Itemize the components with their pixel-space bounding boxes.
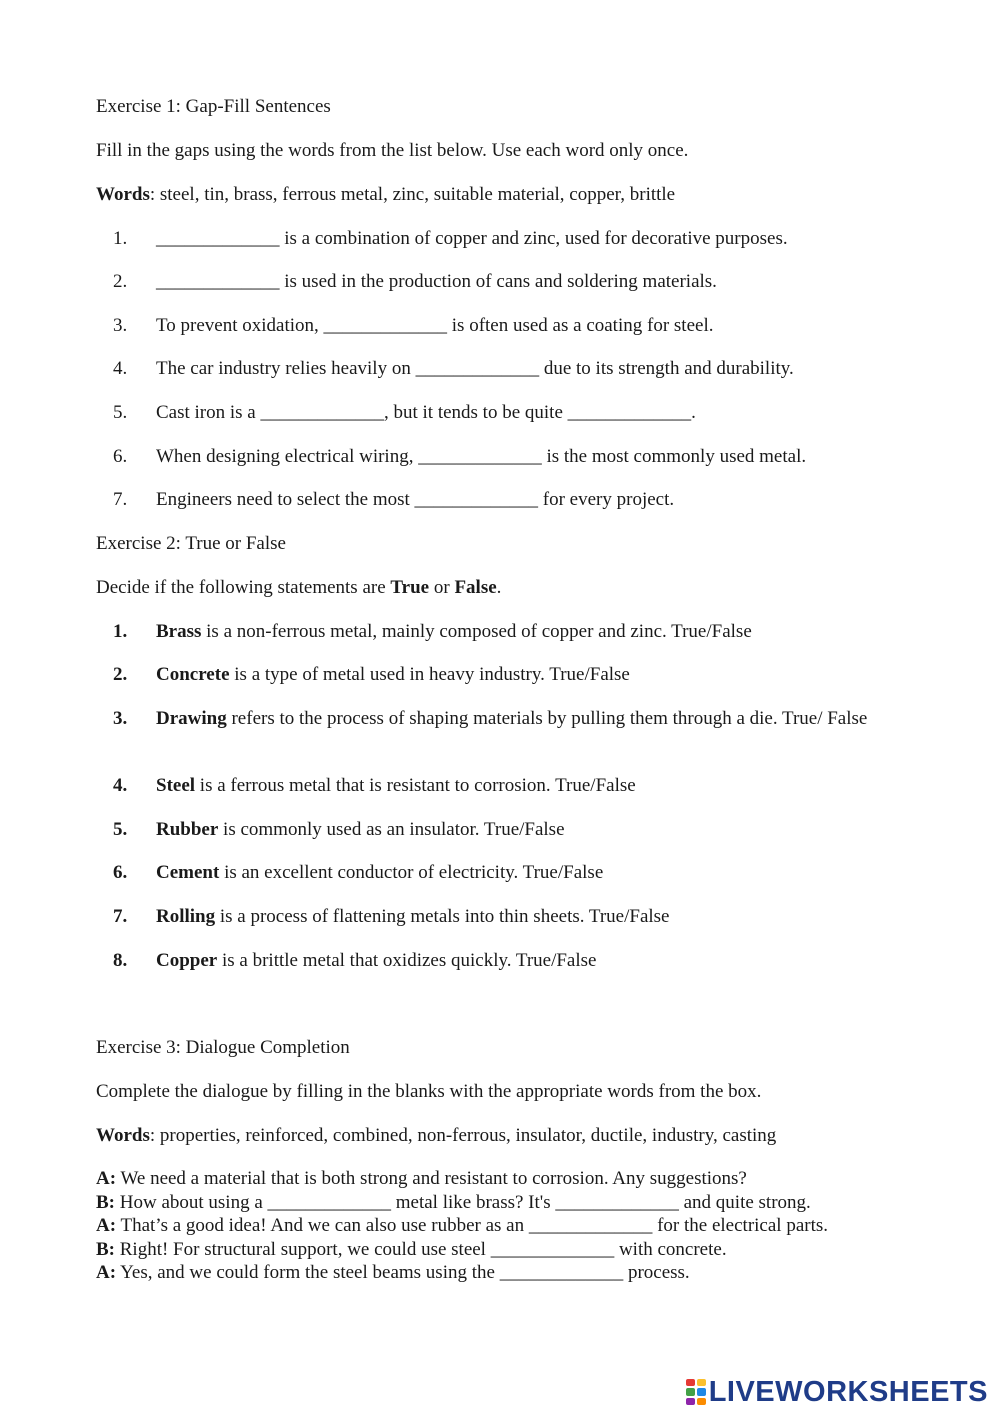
statement-term: Rolling	[156, 906, 216, 927]
item-number: 4.	[113, 775, 128, 796]
speaker-label: A:	[96, 1168, 117, 1189]
words-list: : properties, reinforced, combined, non-ferrous, insulator, ductile, industry, casting	[149, 1125, 777, 1146]
gap-fill-sentence: When designing electrical wiring, _____________ is the most commonly used metal.	[156, 446, 807, 467]
item-number: 7.	[113, 489, 128, 510]
gap-fill-sentence: To prevent oxidation, _____________ is often used as a coating for steel.	[156, 315, 714, 336]
statement-text: is a type of metal used in heavy industry. True/False	[229, 664, 630, 685]
item-number: 5.	[113, 819, 128, 840]
item-number: 3.	[113, 708, 128, 729]
item-number: 6.	[113, 862, 128, 883]
item-number: 1.	[113, 228, 128, 249]
item-number: 6.	[113, 446, 128, 467]
liveworksheets-logo[interactable]	[686, 1376, 988, 1408]
dialogue-text: Yes, and we could form the steel beams using the _____________ process.	[116, 1262, 690, 1283]
true-false-statement	[156, 708, 876, 730]
dialogue-text: Right! For structural support, we could use steel _____________ with concrete.	[115, 1239, 727, 1260]
true-keyword: True	[390, 577, 430, 598]
true-false-statement	[156, 862, 603, 884]
gap-fill-sentence: _____________ is used in the production of cans and soldering materials.	[156, 271, 717, 292]
true-false-statement	[156, 775, 636, 797]
statement-term: Concrete	[156, 664, 230, 685]
speaker-label: A:	[96, 1262, 117, 1283]
dialogue-line	[96, 1262, 690, 1284]
logo-text: LIVEWORKSHEETS	[708, 1375, 988, 1408]
exercise-2-title: Exercise 2: True or False	[96, 533, 286, 554]
logo-icon	[686, 1379, 706, 1405]
speaker-label: B:	[96, 1239, 115, 1260]
exercise-3-instruction: Complete the dialogue by filling in the blanks with the appropriate words from the box.	[96, 1081, 762, 1102]
item-number: 2.	[113, 271, 128, 292]
false-keyword: False	[454, 577, 497, 598]
dialogue-text: How about using a _____________ metal like brass? It's _____________ and quite strong.	[115, 1192, 811, 1213]
statement-text: is commonly used as an insulator. True/False	[218, 819, 565, 840]
instruction-text: or	[429, 577, 455, 598]
statement-term: Brass	[156, 621, 202, 642]
true-false-statement	[156, 664, 630, 686]
words-label: Words	[96, 184, 150, 205]
dialogue-text: We need a material that is both strong and resistant to corrosion. Any suggestions?	[116, 1168, 747, 1189]
exercise-1-word-list	[96, 184, 675, 206]
statement-term: Copper	[156, 950, 218, 971]
statement-term: Rubber	[156, 819, 219, 840]
exercise-3-word-list	[96, 1125, 776, 1147]
dialogue-line	[96, 1239, 727, 1261]
statement-text: refers to the process of shaping materials by pulling them through a die. True/ False	[226, 708, 868, 729]
true-false-statement	[156, 950, 596, 972]
dialogue-line	[96, 1168, 747, 1190]
gap-fill-sentence: Engineers need to select the most _____________ for every project.	[156, 489, 675, 510]
item-number: 8.	[113, 950, 128, 971]
gap-fill-sentence: _____________ is a combination of copper and zinc, used for decorative purposes.	[156, 228, 788, 249]
exercise-1-title: Exercise 1: Gap-Fill Sentences	[96, 96, 331, 117]
true-false-statement	[156, 621, 752, 643]
exercise-3-title: Exercise 3: Dialogue Completion	[96, 1037, 350, 1058]
instruction-text: Decide if the following statements are	[96, 577, 391, 598]
statement-term: Steel	[156, 775, 196, 796]
true-false-statement	[156, 819, 565, 841]
speaker-label: B:	[96, 1192, 115, 1213]
statement-term: Cement	[156, 862, 220, 883]
true-false-statement	[156, 906, 669, 928]
item-number: 2.	[113, 664, 128, 685]
instruction-text: .	[496, 577, 502, 598]
dialogue-line	[96, 1215, 828, 1237]
exercise-1-instruction: Fill in the gaps using the words from the list below. Use each word only once.	[96, 140, 689, 161]
statement-term: Drawing	[156, 708, 227, 729]
statement-text: is a ferrous metal that is resistant to corrosion. True/False	[195, 775, 636, 796]
gap-fill-sentence: The car industry relies heavily on _____________ due to its strength and durability.	[156, 358, 794, 379]
item-number: 7.	[113, 906, 128, 927]
item-number: 3.	[113, 315, 128, 336]
statement-text: is a brittle metal that oxidizes quickly. True/False	[217, 950, 597, 971]
words-list: : steel, tin, brass, ferrous metal, zinc, suitable material, copper, brittle	[149, 184, 676, 205]
statement-text: is a process of flattening metals into thin sheets. True/False	[215, 906, 670, 927]
dialogue-line	[96, 1192, 811, 1214]
item-number: 1.	[113, 621, 128, 642]
exercise-2-instruction	[96, 577, 501, 599]
statement-text: is a non-ferrous metal, mainly composed of copper and zinc. True/False	[201, 621, 752, 642]
item-number: 4.	[113, 358, 128, 379]
words-label: Words	[96, 1125, 150, 1146]
gap-fill-sentence: Cast iron is a _____________, but it tends to be quite _____________.	[156, 402, 696, 423]
dialogue-text: That’s a good idea! And we can also use rubber as an _____________ for the electrical parts.	[116, 1215, 828, 1236]
statement-text: is an excellent conductor of electricity. True/False	[219, 862, 604, 883]
speaker-label: A:	[96, 1215, 117, 1236]
item-number: 5.	[113, 402, 128, 423]
